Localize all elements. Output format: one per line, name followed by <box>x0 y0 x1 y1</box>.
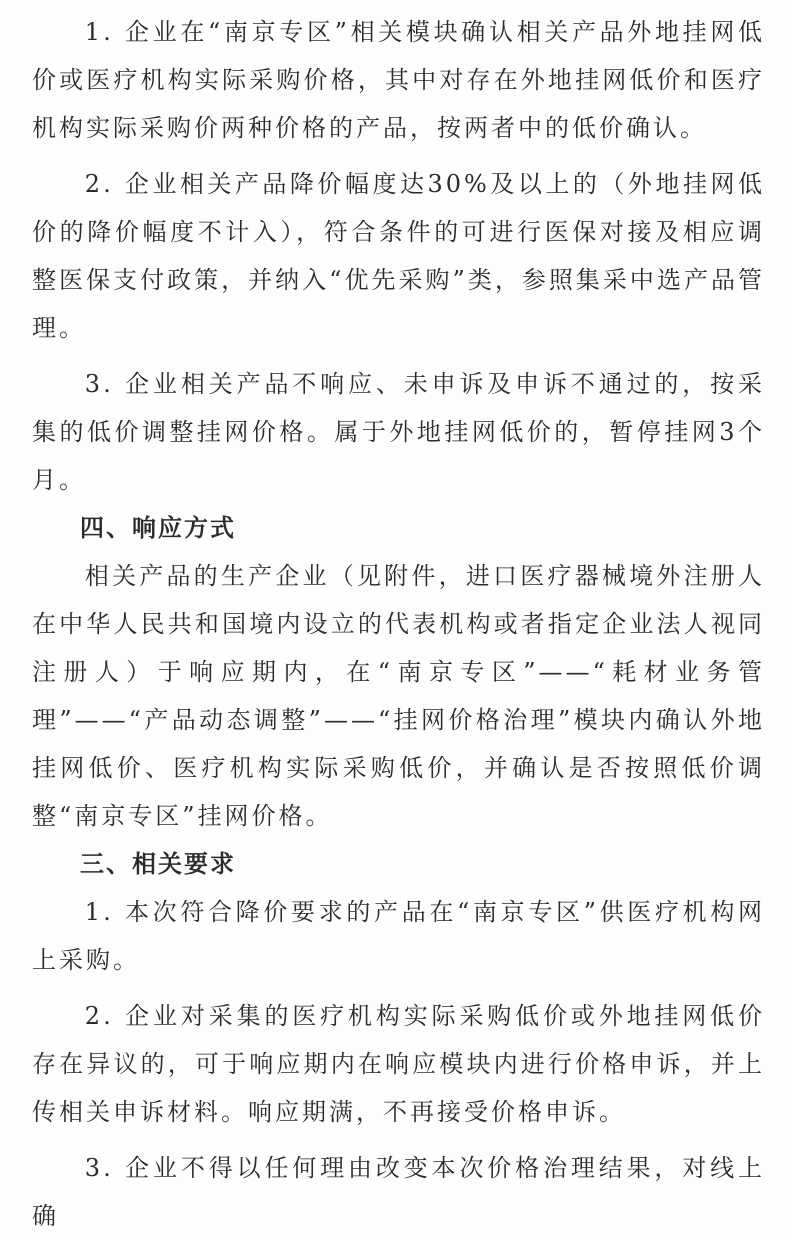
section-four-paragraph: 相关产品的生产企业（见附件，进口医疗器械境外注册人在中华人民共和国境内设立的代表机构或者指定企业法人视同注册人）于响应期内，在“南京专区”——“耗材业务管理”——“产品动态调整”——“挂网价格治理”模块内确认外地挂网低价、医疗机构实际采购低价，并确认是否按照低价调整“南京专区”挂网价格。 <box>32 562 765 830</box>
requirement-item-1: 1. 本次符合降价要求的产品在“南京专区”供医疗机构网上采购。 <box>32 898 765 974</box>
paragraph-item-2: 2. 企业相关产品降价幅度达30%及以上的（外地挂网低价的降价幅度不计入），符合条件的可进行医保对接及相应调整医保支付政策，并纳入“优先采购”类，参照集采中选产品管理。 <box>32 170 765 342</box>
requirement-item-3: 3. 企业不得以任何理由改变本次价格治理结果，对线上确 <box>32 1154 765 1230</box>
section-heading-four: 四、响应方式 <box>80 514 236 542</box>
requirement-item-2: 2. 企业对采集的医疗机构实际采购低价或外地挂网低价存在异议的，可于响应期内在响应模块内进行价格申诉，并上传相关申诉材料。响应期满，不再接受价格申诉。 <box>32 1002 765 1126</box>
section-heading-three: 三、相关要求 <box>80 850 236 878</box>
paragraph-item-3: 3. 企业相关产品不响应、未申诉及申诉不通过的，按采集的低价调整挂网价格。属于外地挂网低价的，暂停挂网3个月。 <box>32 370 765 494</box>
paragraph-item-1: 1. 企业在“南京专区”相关模块确认相关产品外地挂网低价或医疗机构实际采购价格，其中对存在外地挂网低价和医疗机构实际采购价两种价格的产品，按两者中的低价确认。 <box>32 18 765 142</box>
